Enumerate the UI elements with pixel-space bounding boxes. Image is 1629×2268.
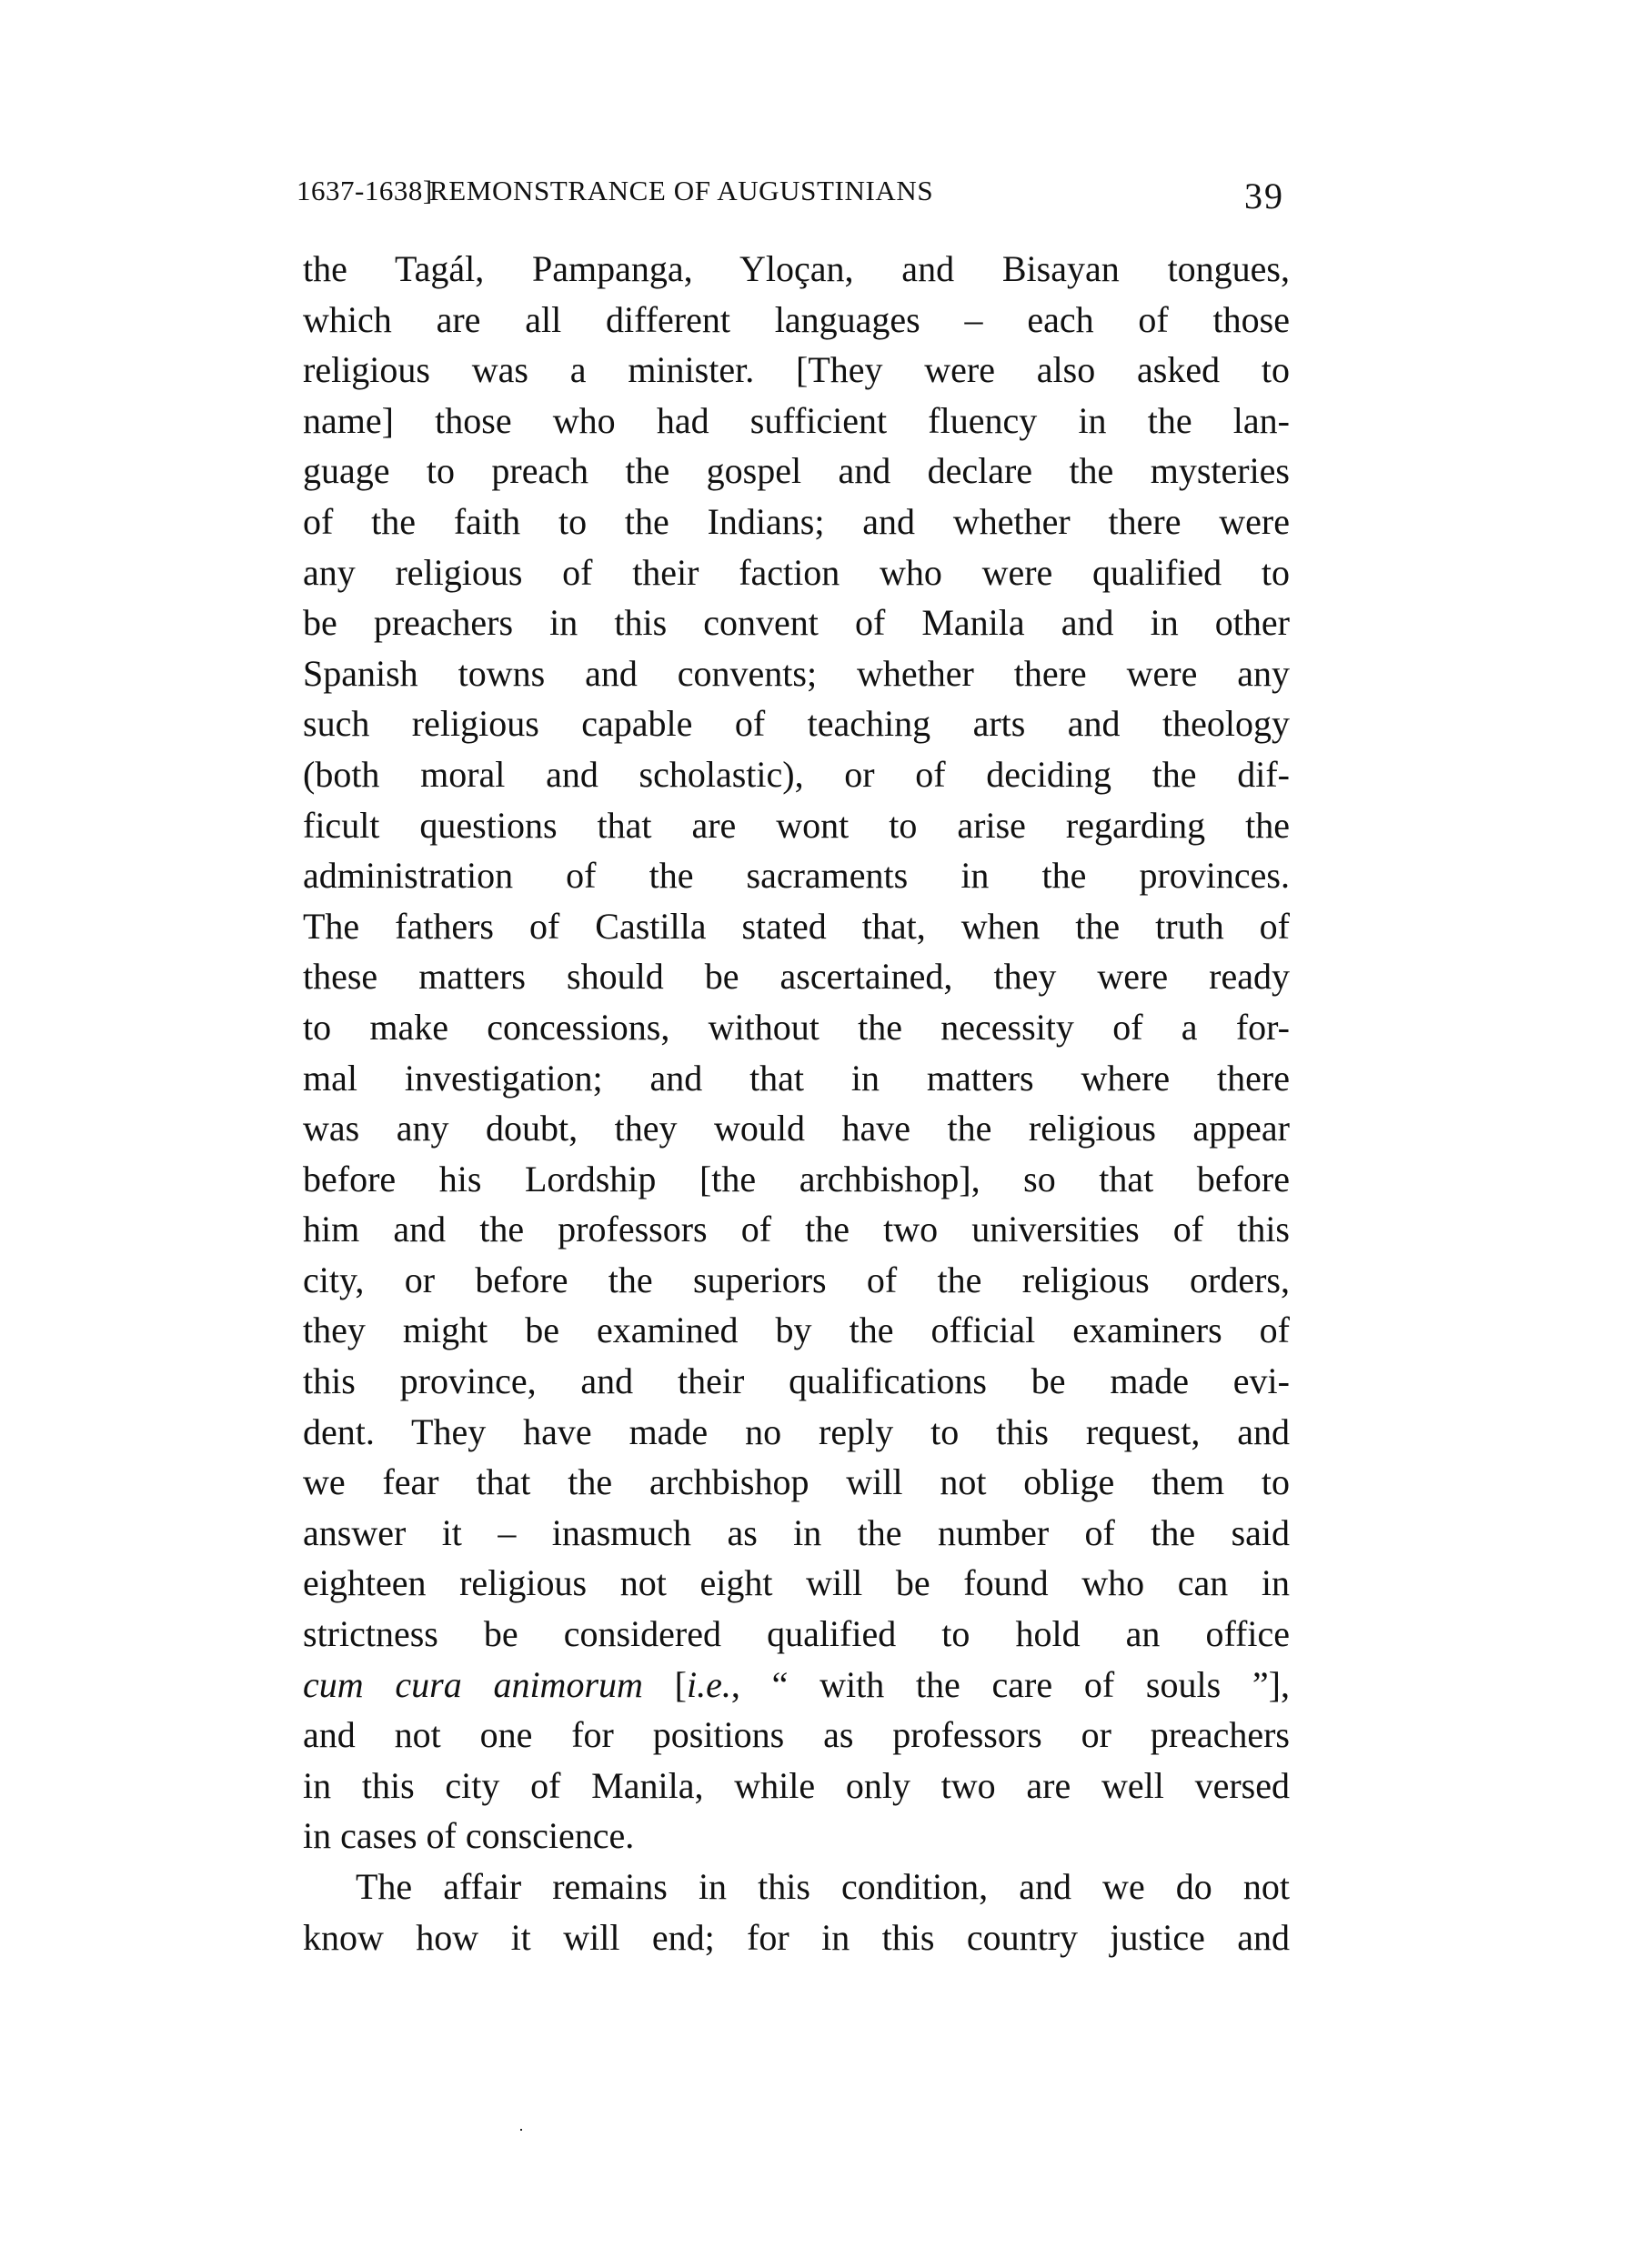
text-line: any religious of their faction who were qualified to: [303, 551, 1290, 593]
latin-phrase: cum cura animorum: [303, 1663, 643, 1705]
text-line: eighteen religious not eight will be found who can in: [303, 1562, 1290, 1604]
text-line: him and the professors of the two universities of this: [303, 1209, 1290, 1250]
text-line: ficult questions that are wont to arise regarding the: [303, 804, 1290, 846]
text-line: in this city of Manila, while only two are well versed: [303, 1764, 1290, 1806]
text-line: The affair remains in this condition, and we do not: [356, 1866, 1290, 1907]
text-line: dent. They have made no reply to this request, and: [303, 1410, 1290, 1452]
text-line: was any doubt, they would have the religious appear: [303, 1108, 1290, 1149]
running-head-title: REMONSTRANCE OF AUGUSTINIANS: [429, 175, 934, 206]
text-line: administration of the sacraments in the provinces.: [303, 855, 1290, 897]
text-line: Spanish towns and convents; whether there were any: [303, 652, 1290, 694]
abbreviation-ie: i.e.: [686, 1663, 731, 1705]
text-line: we fear that the archbishop will not oblige them to: [303, 1461, 1290, 1503]
text-line: they might be examined by the official examiners of: [303, 1310, 1290, 1351]
body-text: [303, 244, 1290, 1962]
scan-speck: [520, 2129, 522, 2131]
text-line: this province, and their qualifications be made evi-: [303, 1360, 1290, 1402]
paragraph-2: [303, 1862, 1290, 1962]
text-line: which are all different languages – each of those: [303, 298, 1290, 340]
text-line: these matters should be ascertained, they were ready: [303, 956, 1290, 998]
text-line: name] those who had sufficient fluency in the lan-: [303, 399, 1290, 441]
text-line: to make concessions, without the necessity of a for-: [303, 1006, 1290, 1048]
running-head: [297, 171, 1288, 216]
running-head-years: 1637-1638]: [297, 175, 433, 206]
text-line: strictness be considered qualified to hold an office: [303, 1613, 1290, 1655]
text-line: of the faith to the Indians; and whether there were: [303, 500, 1290, 542]
text-line: guage to preach the gospel and declare the mysteries: [303, 450, 1290, 492]
text-line: the Tagál, Pampanga, Yloçan, and Bisayan tongues,: [303, 248, 1290, 289]
translation-gloss: , “ with the care of souls ”],: [730, 1663, 1290, 1705]
text-line: know how it will end; for in this country justice and: [303, 1916, 1290, 1958]
text-line: city, or before the superiors of the religious orders,: [303, 1259, 1290, 1300]
text-line: answer it – inasmuch as in the number of the said: [303, 1511, 1290, 1553]
text-line: (both moral and scholastic), or of deciding the dif-: [303, 753, 1290, 795]
page-number: 39: [1244, 176, 1284, 216]
text-line: be preachers in this convent of Manila and in other: [303, 602, 1290, 644]
text-line: The fathers of Castilla stated that, when the truth of: [303, 905, 1290, 947]
text-line: religious was a minister. [They were also asked to: [303, 349, 1290, 391]
bracket-open: [: [642, 1663, 687, 1705]
text-line-latin-phrase: [303, 1660, 1290, 1711]
text-line: such religious capable of teaching arts and theology: [303, 703, 1290, 745]
text-line: before his Lordship [the archbishop], so that before: [303, 1158, 1290, 1199]
text-line: in cases of conscience.: [303, 1815, 635, 1857]
text-line: mal investigation; and that in matters where there: [303, 1057, 1290, 1099]
text-line: and not one for positions as professors or preachers: [303, 1714, 1290, 1756]
paragraph-1: [303, 244, 1290, 1862]
